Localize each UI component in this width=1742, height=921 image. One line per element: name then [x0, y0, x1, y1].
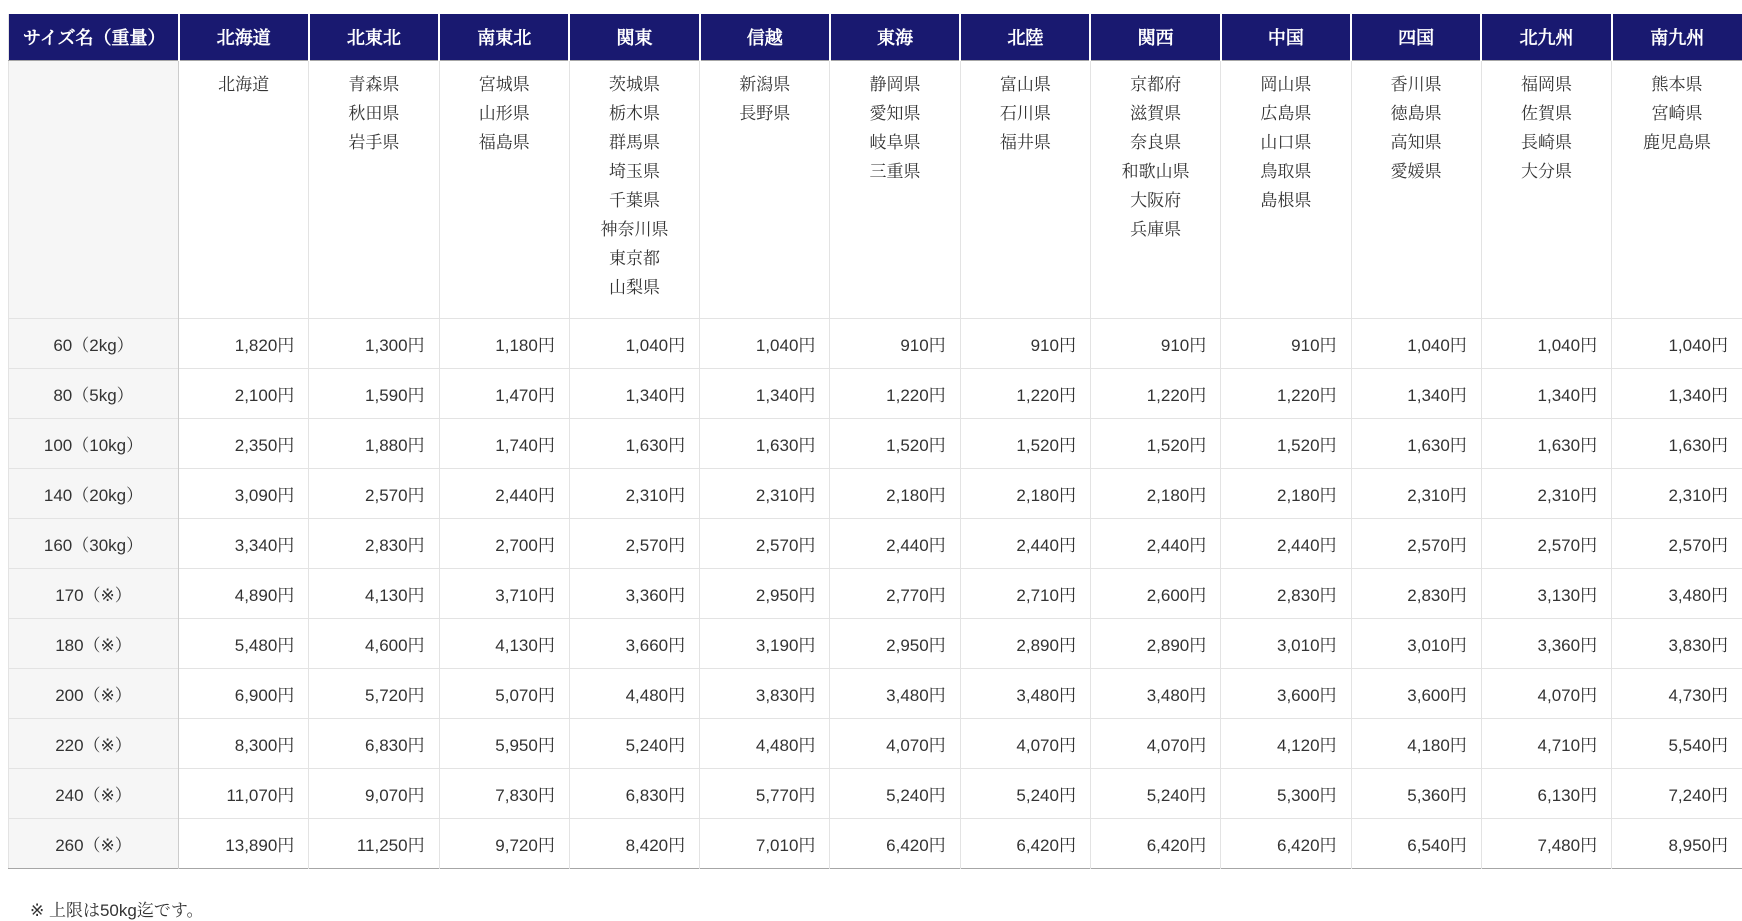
table-row — [9, 719, 1742, 769]
price-cell: 5,300円 — [1221, 769, 1351, 819]
price-cell: 2,310円 — [700, 469, 830, 519]
price-cell: 4,730円 — [1612, 669, 1742, 719]
price-cell: 3,480円 — [1090, 669, 1220, 719]
table-row — [9, 369, 1742, 419]
price-cell: 2,570円 — [309, 469, 439, 519]
price-cell: 1,040円 — [1481, 319, 1611, 369]
price-cell: 1,740円 — [439, 419, 569, 469]
price-cell: 6,420円 — [1090, 819, 1220, 869]
price-cell: 13,890円 — [179, 819, 309, 869]
price-cell: 1,820円 — [179, 319, 309, 369]
price-cell: 1,470円 — [439, 369, 569, 419]
price-cell: 2,180円 — [830, 469, 960, 519]
prefecture: 佐賀県 — [1482, 99, 1611, 128]
prefecture: 高知県 — [1352, 128, 1481, 157]
price-cell: 5,770円 — [700, 769, 830, 819]
price-cell: 1,340円 — [569, 369, 699, 419]
prefecture: 岐阜県 — [830, 128, 959, 157]
size-label-cell: 140（20kg） — [9, 469, 179, 519]
prefecture: 大分県 — [1482, 157, 1611, 186]
prefecture: 新潟県 — [700, 70, 829, 99]
price-cell: 2,950円 — [830, 619, 960, 669]
price-cell: 1,590円 — [309, 369, 439, 419]
price-cell: 4,070円 — [1481, 669, 1611, 719]
price-cell: 3,360円 — [569, 569, 699, 619]
prefecture: 東京都 — [570, 244, 699, 273]
price-cell: 9,720円 — [439, 819, 569, 869]
price-cell: 8,950円 — [1612, 819, 1742, 869]
prefecture: 京都府 — [1091, 70, 1220, 99]
price-cell: 2,180円 — [960, 469, 1090, 519]
price-cell: 4,600円 — [309, 619, 439, 669]
size-label-cell: 180（※） — [9, 619, 179, 669]
price-cell: 1,630円 — [569, 419, 699, 469]
price-cell: 2,100円 — [179, 369, 309, 419]
region-header: 北海道 — [179, 14, 309, 61]
size-label-cell: 240（※） — [9, 769, 179, 819]
region-header: 南九州 — [1612, 14, 1742, 61]
price-cell: 1,220円 — [960, 369, 1090, 419]
prefecture: 三重県 — [830, 157, 959, 186]
price-cell: 4,070円 — [830, 719, 960, 769]
price-cell: 3,340円 — [179, 519, 309, 569]
prefecture-list-cell — [1481, 61, 1611, 319]
price-cell: 7,480円 — [1481, 819, 1611, 869]
price-cell: 3,480円 — [830, 669, 960, 719]
price-cell: 4,710円 — [1481, 719, 1611, 769]
price-cell: 2,350円 — [179, 419, 309, 469]
price-cell: 3,480円 — [960, 669, 1090, 719]
price-cell: 2,570円 — [1481, 519, 1611, 569]
price-cell: 2,570円 — [1612, 519, 1742, 569]
price-cell: 1,340円 — [1612, 369, 1742, 419]
price-cell: 5,540円 — [1612, 719, 1742, 769]
price-cell: 1,520円 — [830, 419, 960, 469]
price-cell: 2,180円 — [1221, 469, 1351, 519]
price-cell: 2,710円 — [960, 569, 1090, 619]
price-cell: 3,830円 — [700, 669, 830, 719]
table-row — [9, 519, 1742, 569]
price-cell: 2,440円 — [1090, 519, 1220, 569]
price-cell: 5,950円 — [439, 719, 569, 769]
price-cell: 6,900円 — [179, 669, 309, 719]
price-cell: 5,720円 — [309, 669, 439, 719]
price-cell: 3,010円 — [1221, 619, 1351, 669]
prefecture-list-cell — [1612, 61, 1742, 319]
prefecture: 山梨県 — [570, 273, 699, 302]
table-row — [9, 419, 1742, 469]
prefecture: 栃木県 — [570, 99, 699, 128]
price-cell: 3,830円 — [1612, 619, 1742, 669]
price-cell: 1,040円 — [569, 319, 699, 369]
size-label-cell: 80（5kg） — [9, 369, 179, 419]
price-cell: 5,240円 — [960, 769, 1090, 819]
price-cell: 3,600円 — [1351, 669, 1481, 719]
price-cell: 4,070円 — [960, 719, 1090, 769]
region-header: 関東 — [569, 14, 699, 61]
table-body — [9, 61, 1742, 869]
prefecture: 青森県 — [309, 70, 438, 99]
region-header: 四国 — [1351, 14, 1481, 61]
price-cell: 3,090円 — [179, 469, 309, 519]
price-cell: 4,130円 — [309, 569, 439, 619]
price-cell: 4,120円 — [1221, 719, 1351, 769]
prefecture-list-cell — [1090, 61, 1220, 319]
price-cell: 2,440円 — [830, 519, 960, 569]
price-cell: 1,180円 — [439, 319, 569, 369]
price-cell: 2,830円 — [1351, 569, 1481, 619]
price-cell: 5,240円 — [569, 719, 699, 769]
size-column-spacer — [9, 61, 179, 319]
price-cell: 6,420円 — [1221, 819, 1351, 869]
price-cell: 5,360円 — [1351, 769, 1481, 819]
prefecture: 北海道 — [179, 70, 308, 99]
size-header: サイズ名（重量） — [9, 14, 179, 61]
prefecture: 岩手県 — [309, 128, 438, 157]
table-header — [9, 14, 1742, 61]
price-cell: 2,830円 — [309, 519, 439, 569]
price-cell: 3,710円 — [439, 569, 569, 619]
prefecture-list-cell — [960, 61, 1090, 319]
prefecture: 宮崎県 — [1612, 99, 1742, 128]
price-cell: 4,480円 — [700, 719, 830, 769]
shipping-rate-table — [8, 14, 1742, 869]
price-cell: 1,220円 — [830, 369, 960, 419]
table-row — [9, 819, 1742, 869]
price-cell: 1,340円 — [700, 369, 830, 419]
prefecture: 兵庫県 — [1091, 215, 1220, 244]
price-cell: 6,830円 — [309, 719, 439, 769]
price-cell: 2,950円 — [700, 569, 830, 619]
price-cell: 8,420円 — [569, 819, 699, 869]
size-label-cell: 200（※） — [9, 669, 179, 719]
price-cell: 2,310円 — [1612, 469, 1742, 519]
table-row — [9, 669, 1742, 719]
prefecture: 福岡県 — [1482, 70, 1611, 99]
prefecture-list-cell — [569, 61, 699, 319]
table-row — [9, 569, 1742, 619]
price-cell: 3,480円 — [1612, 569, 1742, 619]
price-cell: 2,180円 — [1090, 469, 1220, 519]
prefecture: 広島県 — [1221, 99, 1350, 128]
prefecture: 福井県 — [961, 128, 1090, 157]
prefecture: 鹿児島県 — [1612, 128, 1742, 157]
price-cell: 5,070円 — [439, 669, 569, 719]
size-label-cell: 160（30kg） — [9, 519, 179, 569]
price-cell: 1,880円 — [309, 419, 439, 469]
region-header-row — [9, 14, 1742, 61]
prefecture: 長崎県 — [1482, 128, 1611, 157]
price-cell: 2,440円 — [1221, 519, 1351, 569]
region-header: 北陸 — [960, 14, 1090, 61]
price-cell: 5,480円 — [179, 619, 309, 669]
prefecture: 静岡県 — [830, 70, 959, 99]
price-cell: 4,890円 — [179, 569, 309, 619]
prefecture: 徳島県 — [1352, 99, 1481, 128]
price-cell: 8,300円 — [179, 719, 309, 769]
footnote: ※ 上限は50kg迄です。 — [30, 896, 1742, 921]
price-cell: 2,770円 — [830, 569, 960, 619]
prefecture-list-cell — [1221, 61, 1351, 319]
prefecture: 愛知県 — [830, 99, 959, 128]
region-header: 北東北 — [309, 14, 439, 61]
prefecture: 和歌山県 — [1091, 157, 1220, 186]
price-cell: 2,570円 — [569, 519, 699, 569]
price-cell: 4,480円 — [569, 669, 699, 719]
price-cell: 3,660円 — [569, 619, 699, 669]
prefecture: 香川県 — [1352, 70, 1481, 99]
region-header: 信越 — [700, 14, 830, 61]
size-label-cell: 100（10kg） — [9, 419, 179, 469]
price-cell: 2,440円 — [439, 469, 569, 519]
prefecture-list-cell — [700, 61, 830, 319]
price-cell: 2,890円 — [960, 619, 1090, 669]
price-cell: 2,310円 — [569, 469, 699, 519]
price-cell: 910円 — [1090, 319, 1220, 369]
prefecture: 奈良県 — [1091, 128, 1220, 157]
prefecture-row — [9, 61, 1742, 319]
price-cell: 1,220円 — [1221, 369, 1351, 419]
table-row — [9, 769, 1742, 819]
region-header: 中国 — [1221, 14, 1351, 61]
price-cell: 1,340円 — [1351, 369, 1481, 419]
table-row — [9, 469, 1742, 519]
prefecture-list-cell — [439, 61, 569, 319]
prefecture: 岡山県 — [1221, 70, 1350, 99]
price-cell: 1,040円 — [1351, 319, 1481, 369]
prefecture: 富山県 — [961, 70, 1090, 99]
price-cell: 4,070円 — [1090, 719, 1220, 769]
prefecture: 滋賀県 — [1091, 99, 1220, 128]
prefecture: 茨城県 — [570, 70, 699, 99]
price-cell: 3,360円 — [1481, 619, 1611, 669]
price-cell: 1,520円 — [1221, 419, 1351, 469]
price-cell: 6,540円 — [1351, 819, 1481, 869]
price-cell: 5,240円 — [1090, 769, 1220, 819]
price-cell: 1,340円 — [1481, 369, 1611, 419]
prefecture: 大阪府 — [1091, 186, 1220, 215]
price-cell: 2,310円 — [1351, 469, 1481, 519]
price-cell: 1,520円 — [1090, 419, 1220, 469]
table-row — [9, 319, 1742, 369]
price-cell: 1,630円 — [1351, 419, 1481, 469]
price-cell: 1,300円 — [309, 319, 439, 369]
prefecture: 埼玉県 — [570, 157, 699, 186]
price-cell: 3,190円 — [700, 619, 830, 669]
price-cell: 910円 — [830, 319, 960, 369]
size-label-cell: 170（※） — [9, 569, 179, 619]
region-header: 東海 — [830, 14, 960, 61]
price-cell: 2,830円 — [1221, 569, 1351, 619]
prefecture-list-cell — [830, 61, 960, 319]
price-cell: 3,010円 — [1351, 619, 1481, 669]
price-cell: 7,240円 — [1612, 769, 1742, 819]
prefecture: 宮城県 — [440, 70, 569, 99]
price-cell: 6,420円 — [830, 819, 960, 869]
price-cell: 6,830円 — [569, 769, 699, 819]
prefecture-list-cell — [1351, 61, 1481, 319]
price-cell: 1,630円 — [1612, 419, 1742, 469]
region-header: 北九州 — [1481, 14, 1611, 61]
size-label-cell: 260（※） — [9, 819, 179, 869]
price-cell: 11,070円 — [179, 769, 309, 819]
prefecture-list-cell — [309, 61, 439, 319]
prefecture: 福島県 — [440, 128, 569, 157]
price-cell: 2,600円 — [1090, 569, 1220, 619]
price-cell: 1,630円 — [700, 419, 830, 469]
prefecture: 熊本県 — [1612, 70, 1742, 99]
price-cell: 1,630円 — [1481, 419, 1611, 469]
price-cell: 6,130円 — [1481, 769, 1611, 819]
price-cell: 11,250円 — [309, 819, 439, 869]
price-cell: 910円 — [1221, 319, 1351, 369]
price-cell: 3,130円 — [1481, 569, 1611, 619]
price-cell: 1,520円 — [960, 419, 1090, 469]
prefecture: 山形県 — [440, 99, 569, 128]
table-row — [9, 619, 1742, 669]
prefecture: 石川県 — [961, 99, 1090, 128]
prefecture: 千葉県 — [570, 186, 699, 215]
price-cell: 1,040円 — [1612, 319, 1742, 369]
price-cell: 5,240円 — [830, 769, 960, 819]
price-cell: 2,570円 — [700, 519, 830, 569]
price-cell: 2,310円 — [1481, 469, 1611, 519]
price-cell: 1,040円 — [700, 319, 830, 369]
price-cell: 2,700円 — [439, 519, 569, 569]
price-cell: 2,890円 — [1090, 619, 1220, 669]
prefecture: 長野県 — [700, 99, 829, 128]
price-cell: 2,440円 — [960, 519, 1090, 569]
size-label-cell: 60（2kg） — [9, 319, 179, 369]
prefecture: 山口県 — [1221, 128, 1350, 157]
prefecture: 秋田県 — [309, 99, 438, 128]
price-cell: 7,830円 — [439, 769, 569, 819]
price-cell: 6,420円 — [960, 819, 1090, 869]
region-header: 南東北 — [439, 14, 569, 61]
price-cell: 1,220円 — [1090, 369, 1220, 419]
price-cell: 9,070円 — [309, 769, 439, 819]
prefecture-list-cell — [179, 61, 309, 319]
price-cell: 7,010円 — [700, 819, 830, 869]
prefecture: 愛媛県 — [1352, 157, 1481, 186]
price-cell: 4,180円 — [1351, 719, 1481, 769]
price-cell: 910円 — [960, 319, 1090, 369]
prefecture: 鳥取県 — [1221, 157, 1350, 186]
price-cell: 3,600円 — [1221, 669, 1351, 719]
prefecture: 神奈川県 — [570, 215, 699, 244]
prefecture: 島根県 — [1221, 186, 1350, 215]
size-label-cell: 220（※） — [9, 719, 179, 769]
prefecture: 群馬県 — [570, 128, 699, 157]
price-cell: 4,130円 — [439, 619, 569, 669]
price-cell: 2,570円 — [1351, 519, 1481, 569]
region-header: 関西 — [1090, 14, 1220, 61]
